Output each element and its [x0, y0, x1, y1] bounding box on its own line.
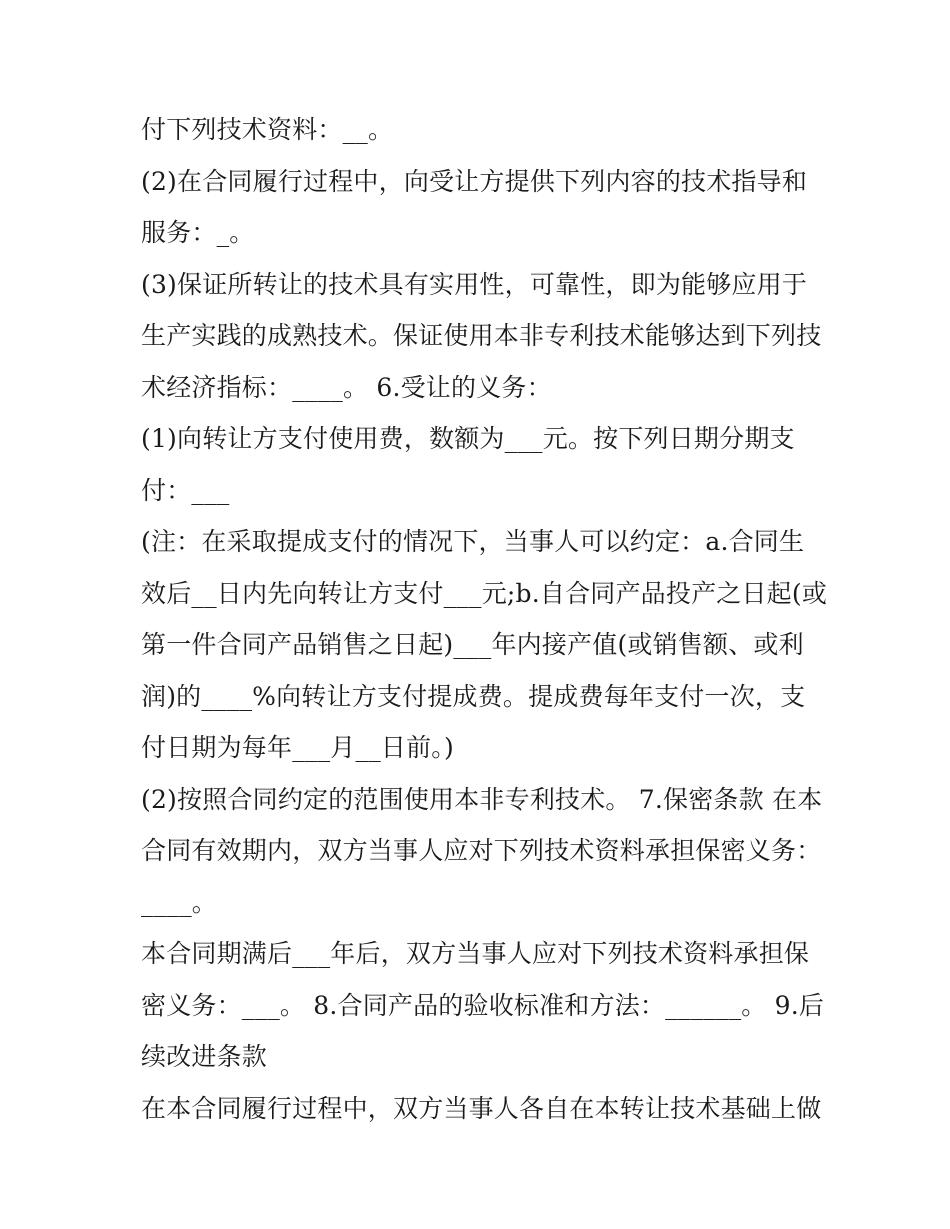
text-line: 密义务：___。 8.合同产品的验收标准和方法：______。 9.后 — [141, 990, 825, 1020]
text-line: 本合同期满后___年后，双方当事人应对下列技术资料承担保 — [141, 939, 810, 968]
text-line: 服务：_。 — [141, 218, 255, 247]
contract-body-text — [141, 104, 828, 1134]
text-line: 续改进条款 — [141, 1042, 268, 1071]
text-line: 效后__日内先向转让方支付___元;b.自合同产品投产之日起(或 — [141, 578, 828, 608]
text-line: (3)保证所转让的技术具有实用性，可靠性，即为能够应用于 — [141, 269, 808, 299]
text-line: 付日期为每年___月__日前。) — [141, 733, 454, 762]
text-line: (2)按照合同约定的范围使用本非专利技术。 7.保密条款 在本 — [141, 784, 823, 814]
text-line: 第一件合同产品销售之日起)___年内接产值(或销售额、或利 — [141, 630, 804, 659]
text-line: 付：___ — [141, 475, 230, 505]
text-line: 生产实践的成熟技术。保证使用本非专利技术能够达到下列技 — [141, 321, 822, 350]
text-line: ____。 — [141, 887, 218, 917]
text-line: (注：在采取提成支付的情况下，当事人可以约定：a.合同生 — [141, 527, 805, 556]
text-line: 润)的____%向转让方支付提成费。提成费每年支付一次，支 — [141, 681, 806, 711]
text-line: 术经济指标：____。 6.受让的义务： — [141, 372, 552, 402]
text-line: (2)在合同履行过程中，向受让方提供下列内容的技术指导和 — [141, 166, 808, 196]
text-line: (1)向转让方支付使用费，数额为___元。按下列日期分期支 — [141, 424, 795, 453]
text-line: 在本合同履行过程中，双方当事人各自在本转让技术基础上做 — [141, 1093, 822, 1123]
text-line: 付下列技术资料：__。 — [141, 115, 394, 144]
text-line: 合同有效期内，双方当事人应对下列技术资料承担保密义务： — [141, 836, 822, 865]
